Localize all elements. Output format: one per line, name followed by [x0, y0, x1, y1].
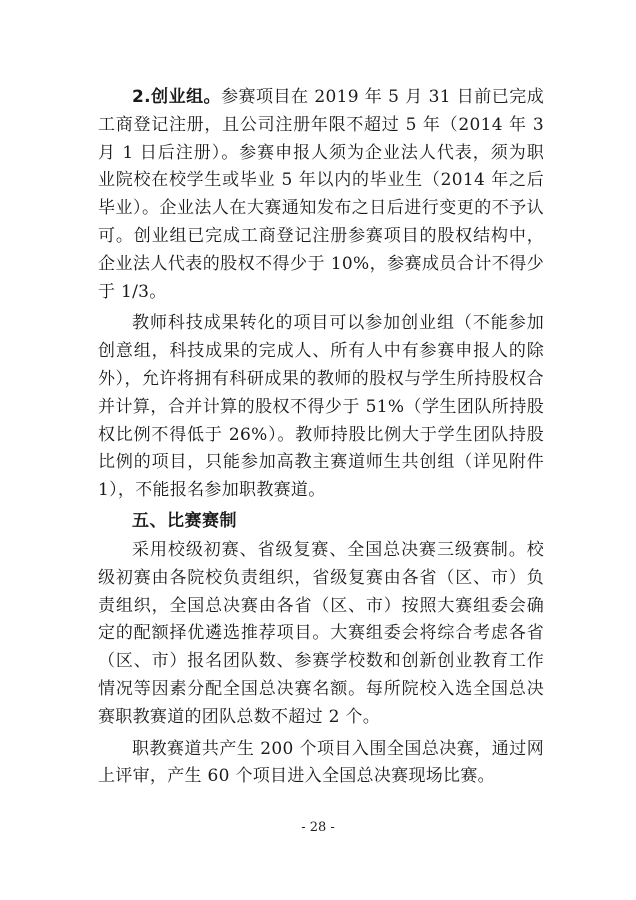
page-number: - 28 -	[301, 820, 335, 835]
document-body	[98, 84, 544, 791]
paragraph-finalist-projects: 职教赛道共产生 200 个项目入围全国总决赛，通过网上评审，产生 60 个项目进入全国总决赛现场比赛。	[98, 738, 544, 787]
section-heading-competition-format: 五、比赛赛制	[132, 510, 237, 531]
section-lead-startup-group: 2.创业组。	[132, 87, 222, 107]
paragraph-competition-format: 采用校级初赛、省级复赛、全国总决赛三级赛制。校级初赛由各院校负责组织，省级复赛由各省（区、市）负责组织，全国总决赛由各省（区、市）按照大赛组委会确定的配额择优遴选推荐项目。大赛组委会将综合考虑各省（区、市）报名团队数、参赛学校数和创新创业教育工作情况等因素分配全国总决赛名额。每所院校入选全国总决赛职教赛道的团队总数不超过 2 个。	[98, 539, 544, 727]
paragraph-teacher-projects: 教师科技成果转化的项目可以参加创业组（不能参加创意组，科技成果的完成人、所有人中有参赛申报人的除外），允许将拥有科研成果的教师的股权与学生所持股权合并计算，合并计算的股权不得少于 51%（学生团队所持股权比例不得低于 26%）。教师持股比例大于学生团队持股比例的项目，只能参加高教主赛道师生共创组（详见附件 1），不能报名参加职教赛道。	[98, 313, 544, 501]
paragraph-startup-group	[98, 84, 544, 306]
startup-group-text: 参赛项目在 2019 年 5 月 31 日前已完成工商登记注册，且公司注册年限不超过 5 年（2014 年 3 月 1 日后注册）。参赛申报人须为企业法人代表，须为职业院校在校学生或毕业 5 年以内的毕业生（2014 年之后毕业）。企业法人在大赛通知发布之日后进行变更的不予认可。创业组已完成工商登记注册参赛项目的股权结构中，企业法人代表的股权不得少于 10%，参赛成员合计不得少于 1/3。	[98, 87, 544, 302]
